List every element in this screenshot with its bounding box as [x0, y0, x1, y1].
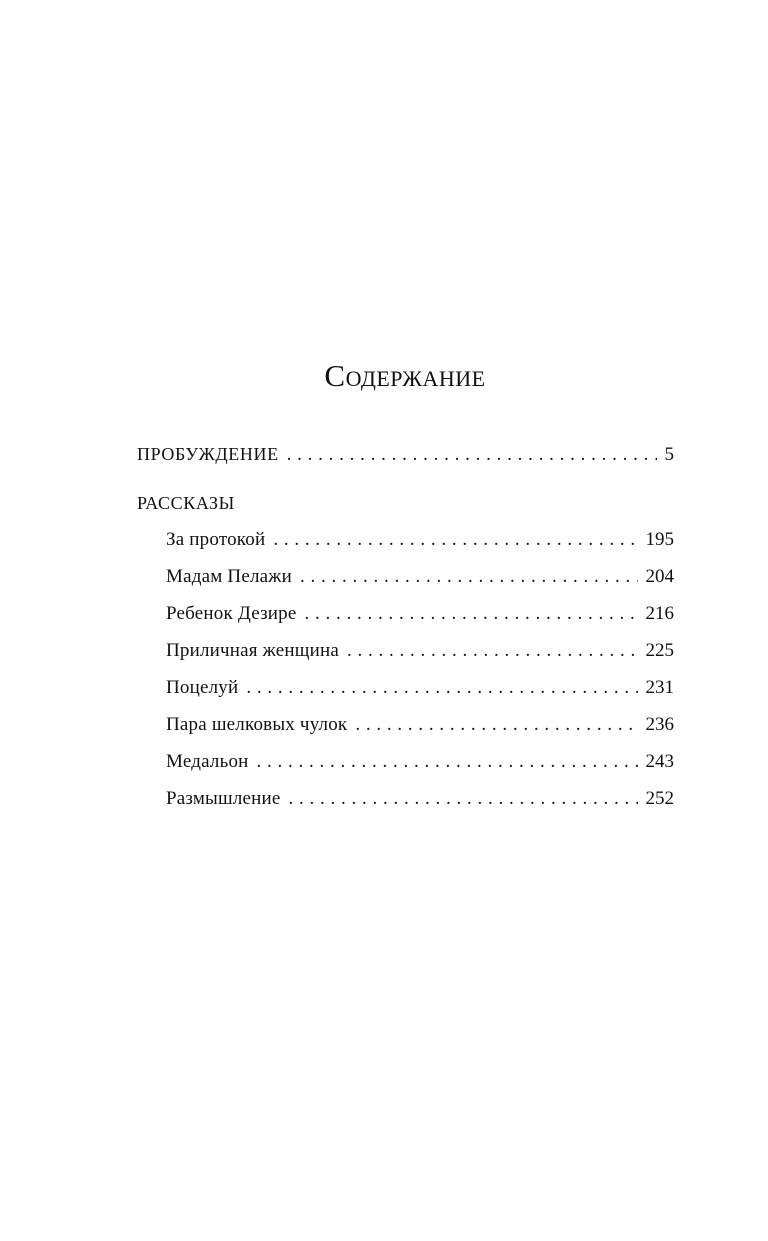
toc-entry-page: 216	[645, 603, 674, 624]
dot-leader	[289, 785, 638, 813]
toc-entry[interactable]	[137, 711, 674, 748]
toc-entry-page: 225	[645, 640, 674, 661]
toc-entry[interactable]	[137, 526, 674, 563]
toc-entry-label: Поцелуй	[166, 677, 239, 698]
toc-entry-page: 243	[645, 751, 674, 772]
toc-entry-page: 195	[645, 529, 674, 550]
dot-leader	[246, 674, 637, 702]
dot-leader	[355, 711, 637, 739]
toc-entry[interactable]	[137, 637, 674, 674]
toc-entry-label: Размышление	[166, 788, 281, 809]
dot-leader	[257, 748, 638, 776]
toc-entry-page: 5	[664, 444, 674, 465]
toc-entry-label: Мадам Пелажи	[166, 566, 292, 587]
dot-leader	[300, 563, 638, 591]
toc-entry-label: За протокой	[166, 529, 266, 550]
toc-entry-label: ПРОБУЖДЕНИЕ	[137, 444, 279, 464]
toc-entry-page: 252	[645, 788, 674, 809]
dot-leader	[347, 637, 638, 665]
toc-entry[interactable]	[137, 748, 674, 785]
dot-leader	[287, 441, 657, 469]
toc-entry-page: 231	[645, 677, 674, 698]
toc-entry[interactable]	[137, 563, 674, 600]
toc-entry[interactable]	[137, 600, 674, 637]
toc-entry-label: Приличная женщина	[166, 640, 339, 661]
toc-entry-label: Медальон	[166, 751, 249, 772]
toc-entry-page: 204	[645, 566, 674, 587]
dot-leader	[305, 600, 638, 628]
toc-entry-main[interactable]	[137, 440, 674, 489]
toc-entry[interactable]	[137, 785, 674, 822]
toc-entry-page: 236	[645, 714, 674, 735]
toc-section-heading	[137, 489, 674, 526]
toc-entry[interactable]	[137, 674, 674, 711]
page-title: Содержание	[324, 358, 486, 393]
dot-leader	[273, 526, 637, 554]
table-of-contents	[137, 440, 674, 822]
toc-entry-label: Пара шелковых чулок	[166, 714, 348, 735]
section-heading-label: РАССКАЗЫ	[137, 493, 235, 513]
toc-entry-label: Ребенок Дезире	[166, 603, 297, 624]
